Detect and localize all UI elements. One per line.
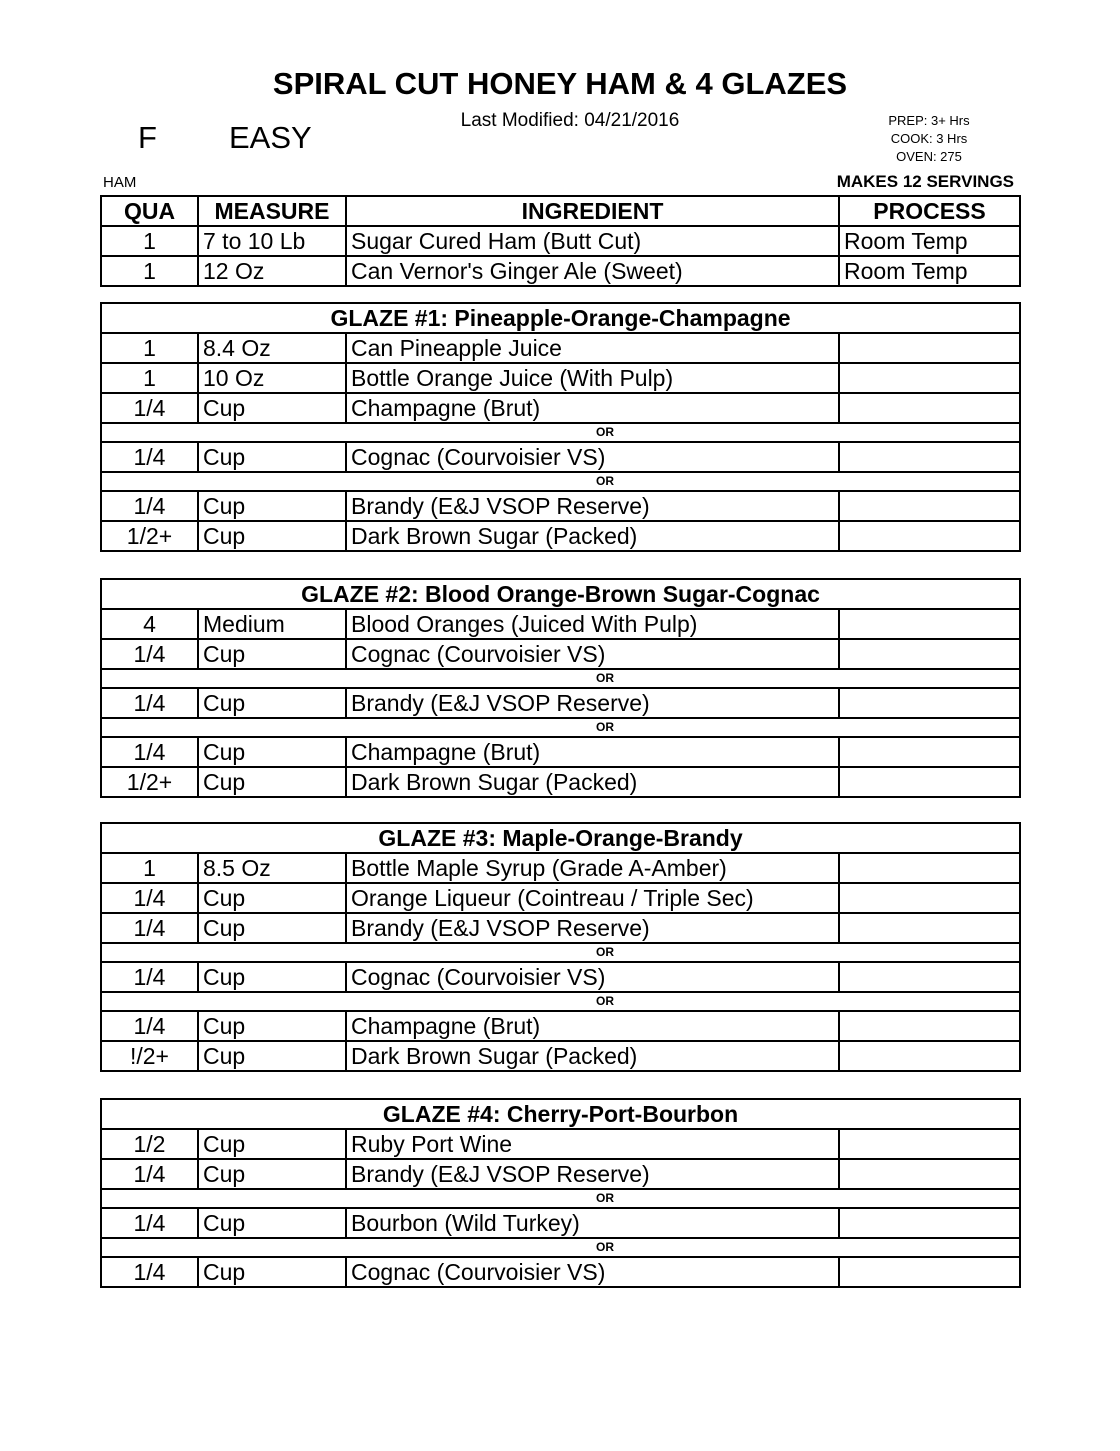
ingredient-row: [101, 363, 1020, 393]
or-label: OR: [346, 1238, 1020, 1257]
quantity-cell: 1/4: [101, 962, 198, 992]
ingredient-cell: Sugar Cured Ham (Butt Cut): [346, 226, 839, 256]
or-spacer: [101, 1189, 346, 1208]
quantity-cell: !/2+: [101, 1041, 198, 1071]
measure-cell: Cup: [198, 688, 346, 718]
column-header-process: PROCESS: [839, 196, 1020, 226]
recipe-code: F: [138, 120, 157, 155]
ingredient-cell: Bottle Maple Syrup (Grade A-Amber): [346, 853, 839, 883]
measure-cell: Cup: [198, 442, 346, 472]
process-cell: [839, 767, 1020, 797]
ingredient-row: [101, 883, 1020, 913]
process-cell: Room Temp: [839, 256, 1020, 286]
ingredient-row: [101, 767, 1020, 797]
measure-cell: Cup: [198, 883, 346, 913]
quantity-cell: 1/4: [101, 1208, 198, 1238]
quantity-cell: 1/4: [101, 883, 198, 913]
measure-cell: Cup: [198, 1159, 346, 1189]
ingredient-cell: Cognac (Courvoisier VS): [346, 962, 839, 992]
glaze-4-table: [100, 1098, 1021, 1288]
or-spacer: [101, 472, 346, 491]
ingredient-row: [101, 1011, 1020, 1041]
measure-cell: Cup: [198, 639, 346, 669]
quantity-cell: 1/2+: [101, 521, 198, 551]
or-label: OR: [346, 472, 1020, 491]
recipe-title: SPIRAL CUT HONEY HAM & 4 GLAZES: [272, 66, 848, 101]
ingredient-cell: Champagne (Brut): [346, 1011, 839, 1041]
measure-cell: Cup: [198, 1041, 346, 1071]
glaze-section-header: [101, 579, 1020, 609]
or-separator-row: [101, 992, 1020, 1011]
measure-cell: Cup: [198, 737, 346, 767]
ingredient-cell: Can Vernor's Ginger Ale (Sweet): [346, 256, 839, 286]
ingredient-row: [101, 737, 1020, 767]
glaze-title: GLAZE #4: Cherry-Port-Bourbon: [101, 1099, 1020, 1129]
glaze-title: GLAZE #3: Maple-Orange-Brandy: [101, 823, 1020, 853]
process-cell: [839, 442, 1020, 472]
measure-cell: Cup: [198, 962, 346, 992]
or-spacer: [101, 669, 346, 688]
ingredient-cell: Dark Brown Sugar (Packed): [346, 767, 839, 797]
measure-cell: 7 to 10 Lb: [198, 226, 346, 256]
quantity-cell: 1/4: [101, 913, 198, 943]
quantity-cell: 1/4: [101, 393, 198, 423]
quantity-cell: 1: [101, 333, 198, 363]
ingredient-row: [101, 226, 1020, 256]
ingredient-cell: Champagne (Brut): [346, 737, 839, 767]
process-cell: [839, 521, 1020, 551]
process-cell: [839, 913, 1020, 943]
process-cell: [839, 962, 1020, 992]
table-header-row: [101, 196, 1020, 226]
ingredient-row: [101, 609, 1020, 639]
glaze-2-table: [100, 578, 1021, 798]
quantity-cell: 1/4: [101, 1011, 198, 1041]
quantity-cell: 1: [101, 256, 198, 286]
measure-cell: Cup: [198, 521, 346, 551]
ingredient-row: [101, 962, 1020, 992]
ingredient-row: [101, 1129, 1020, 1159]
glaze-section-header: [101, 823, 1020, 853]
column-header-measure: MEASURE: [198, 196, 346, 226]
process-cell: [839, 393, 1020, 423]
quantity-cell: 1/2: [101, 1129, 198, 1159]
ingredient-row: [101, 521, 1020, 551]
process-cell: [839, 333, 1020, 363]
measure-cell: 8.4 Oz: [198, 333, 346, 363]
measure-cell: Cup: [198, 1257, 346, 1287]
ingredient-row: [101, 491, 1020, 521]
measure-cell: 10 Oz: [198, 363, 346, 393]
process-cell: [839, 737, 1020, 767]
ingredient-row: [101, 442, 1020, 472]
measure-cell: Cup: [198, 1208, 346, 1238]
or-label: OR: [346, 423, 1020, 442]
quantity-cell: 1/4: [101, 688, 198, 718]
or-label: OR: [346, 943, 1020, 962]
ingredient-row: [101, 913, 1020, 943]
ingredient-cell: Dark Brown Sugar (Packed): [346, 1041, 839, 1071]
process-cell: [839, 363, 1020, 393]
or-separator-row: [101, 472, 1020, 491]
difficulty-label: EASY: [229, 120, 312, 155]
ingredient-cell: Cognac (Courvoisier VS): [346, 442, 839, 472]
glaze-rows: [101, 333, 1020, 551]
quantity-cell: 1/4: [101, 491, 198, 521]
ham-ingredients-table: [100, 195, 1021, 287]
ingredient-row: [101, 333, 1020, 363]
or-label: OR: [346, 669, 1020, 688]
process-cell: [839, 1041, 1020, 1071]
ingredient-cell: Brandy (E&J VSOP Reserve): [346, 688, 839, 718]
or-separator-row: [101, 1238, 1020, 1257]
quantity-cell: 1/4: [101, 442, 198, 472]
process-cell: [839, 491, 1020, 521]
quantity-cell: 1/4: [101, 639, 198, 669]
ingredient-row: [101, 688, 1020, 718]
ingredient-row: [101, 1208, 1020, 1238]
process-cell: Room Temp: [839, 226, 1020, 256]
or-spacer: [101, 718, 346, 737]
measure-cell: Cup: [198, 491, 346, 521]
process-cell: [839, 883, 1020, 913]
glaze-section-header: [101, 303, 1020, 333]
quantity-cell: 1: [101, 226, 198, 256]
or-label: OR: [346, 992, 1020, 1011]
cook-time: COOK: 3 Hrs: [890, 131, 968, 146]
measure-cell: 12 Oz: [198, 256, 346, 286]
ingredient-cell: Bourbon (Wild Turkey): [346, 1208, 839, 1238]
servings-label: MAKES 12 SERVINGS: [836, 172, 1014, 191]
measure-cell: Cup: [198, 913, 346, 943]
or-separator-row: [101, 1189, 1020, 1208]
ingredient-row: [101, 639, 1020, 669]
or-separator-row: [101, 943, 1020, 962]
glaze-rows: [101, 853, 1020, 1071]
ingredient-cell: Brandy (E&J VSOP Reserve): [346, 913, 839, 943]
ingredient-cell: Bottle Orange Juice (With Pulp): [346, 363, 839, 393]
quantity-cell: 1/2+: [101, 767, 198, 797]
process-cell: [839, 1011, 1020, 1041]
glaze-rows: [101, 1129, 1020, 1287]
glaze-title: GLAZE #2: Blood Orange-Brown Sugar-Cognac: [101, 579, 1020, 609]
quantity-cell: 1: [101, 853, 198, 883]
or-label: OR: [346, 718, 1020, 737]
ingredient-cell: Brandy (E&J VSOP Reserve): [346, 1159, 839, 1189]
glaze-title: GLAZE #1: Pineapple-Orange-Champagne: [101, 303, 1020, 333]
ingredient-cell: Cognac (Courvoisier VS): [346, 1257, 839, 1287]
process-cell: [839, 639, 1020, 669]
category-label: HAM: [103, 174, 137, 191]
glaze-section-header: [101, 1099, 1020, 1129]
oven-temp: OVEN: 275: [896, 149, 962, 164]
ingredient-row: [101, 853, 1020, 883]
ingredient-row: [101, 1257, 1020, 1287]
ingredient-row: [101, 1159, 1020, 1189]
or-separator-row: [101, 669, 1020, 688]
process-cell: [839, 1129, 1020, 1159]
timing-block: [862, 112, 996, 166]
measure-cell: Cup: [198, 1129, 346, 1159]
or-spacer: [101, 992, 346, 1011]
or-label: OR: [346, 1189, 1020, 1208]
quantity-cell: 1/4: [101, 1159, 198, 1189]
measure-cell: 8.5 Oz: [198, 853, 346, 883]
process-cell: [839, 1159, 1020, 1189]
ingredient-cell: Brandy (E&J VSOP Reserve): [346, 491, 839, 521]
ingredient-cell: Ruby Port Wine: [346, 1129, 839, 1159]
glaze-rows: [101, 609, 1020, 797]
measure-cell: Cup: [198, 1011, 346, 1041]
process-cell: [839, 688, 1020, 718]
ingredient-cell: Cognac (Courvoisier VS): [346, 639, 839, 669]
ingredient-cell: Blood Oranges (Juiced With Pulp): [346, 609, 839, 639]
ingredient-row: [101, 393, 1020, 423]
glaze-1-table: [100, 302, 1021, 552]
column-header-quantity: QUA: [101, 196, 198, 226]
measure-cell: Medium: [198, 609, 346, 639]
prep-time: PREP: 3+ Hrs: [888, 113, 970, 128]
or-spacer: [101, 423, 346, 442]
process-cell: [839, 609, 1020, 639]
process-cell: [839, 1257, 1020, 1287]
or-separator-row: [101, 423, 1020, 442]
ingredient-row: [101, 1041, 1020, 1071]
or-spacer: [101, 1238, 346, 1257]
process-cell: [839, 1208, 1020, 1238]
ingredient-cell: Orange Liqueur (Cointreau / Triple Sec): [346, 883, 839, 913]
last-modified: Last Modified: 04/21/2016: [460, 110, 680, 131]
process-cell: [839, 853, 1020, 883]
ingredient-cell: Champagne (Brut): [346, 393, 839, 423]
ham-rows: [101, 226, 1020, 286]
ingredient-cell: Dark Brown Sugar (Packed): [346, 521, 839, 551]
column-header-ingredient: INGREDIENT: [346, 196, 839, 226]
ingredient-row: [101, 256, 1020, 286]
quantity-cell: 1/4: [101, 1257, 198, 1287]
measure-cell: Cup: [198, 393, 346, 423]
quantity-cell: 1/4: [101, 737, 198, 767]
quantity-cell: 4: [101, 609, 198, 639]
or-separator-row: [101, 718, 1020, 737]
measure-cell: Cup: [198, 767, 346, 797]
quantity-cell: 1: [101, 363, 198, 393]
or-spacer: [101, 943, 346, 962]
ingredient-cell: Can Pineapple Juice: [346, 333, 839, 363]
glaze-3-table: [100, 822, 1021, 1072]
